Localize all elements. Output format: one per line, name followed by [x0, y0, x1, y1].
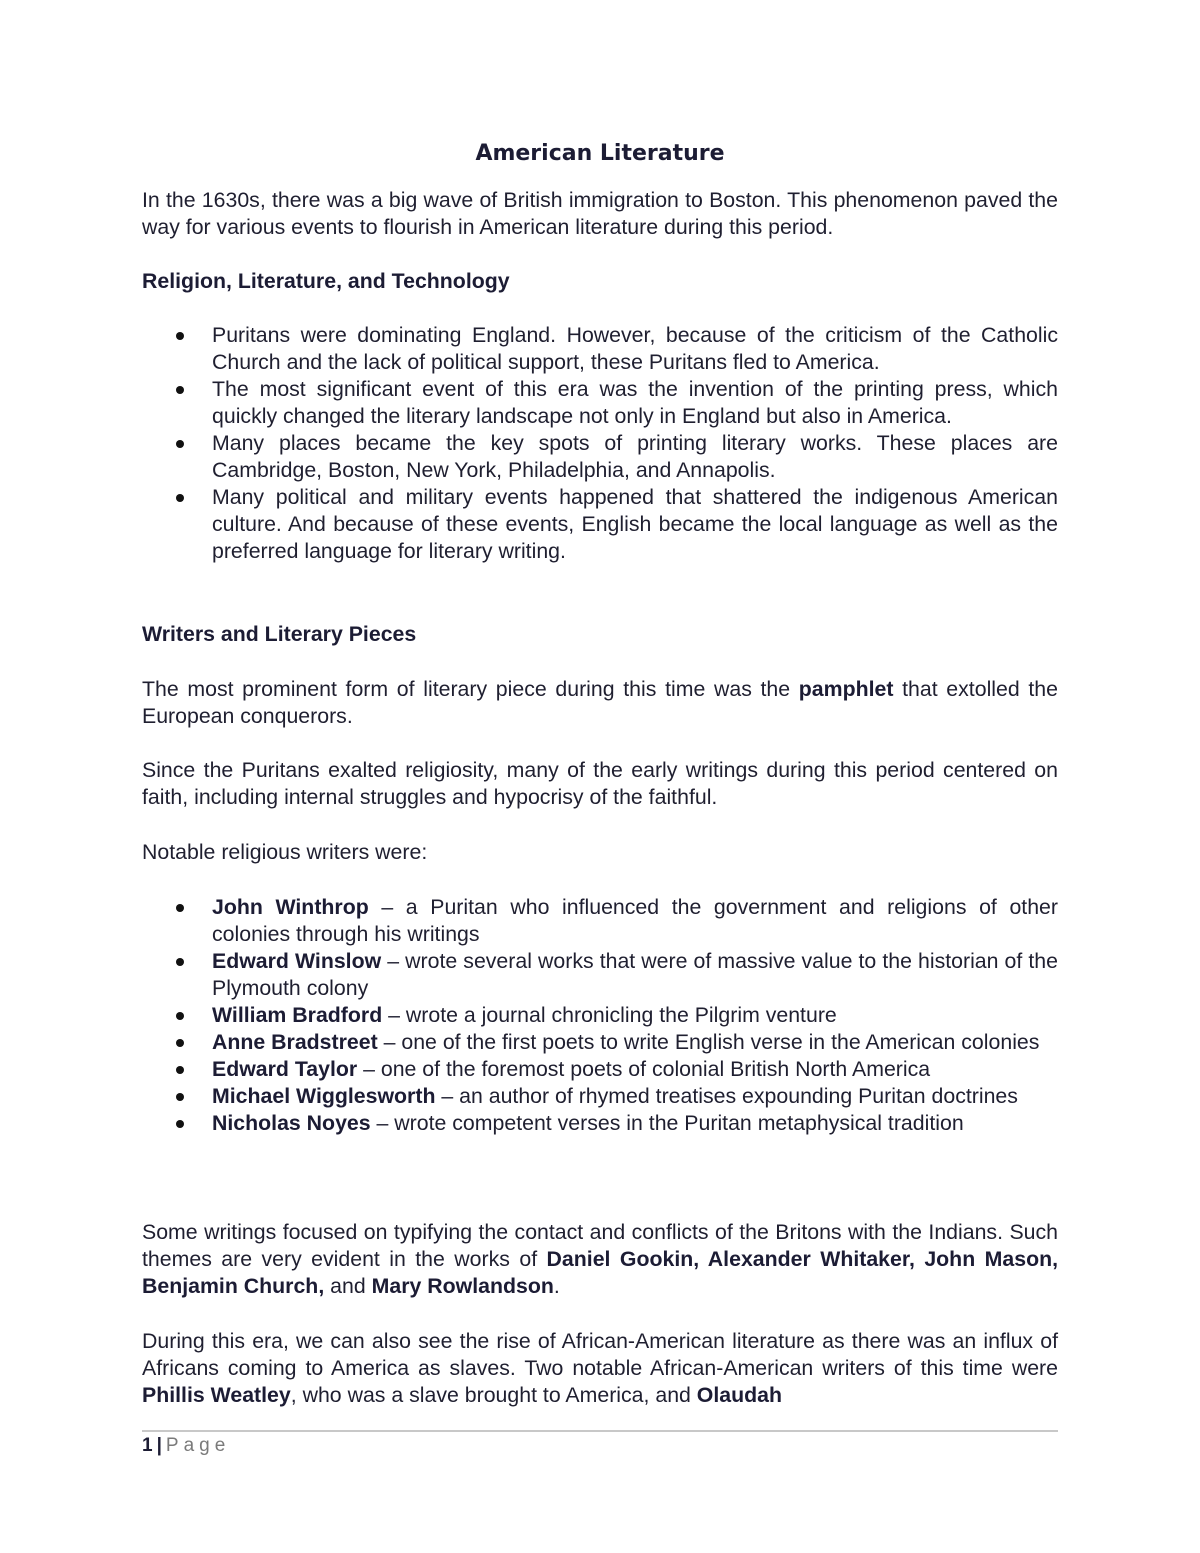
bullet-icon — [176, 494, 184, 502]
list-item: The most significant event of this era was the invention of the printing press, which quickly changed the literary landscape not only in England but also in America. — [142, 376, 1058, 430]
pamphlet-term: pamphlet — [798, 677, 894, 701]
bullet-icon — [176, 1012, 184, 1020]
religion-bullet-list — [142, 322, 1058, 565]
list-item: Many political and military events happened that shattered the indigenous American culture. And because of these events, English became the local language as well as the preferred language for literary writing. — [142, 484, 1058, 565]
footer-separator: | — [156, 1435, 162, 1456]
page-title: American Literature — [475, 141, 725, 166]
page-label: Page — [165, 1435, 231, 1456]
list-item: John Winthrop – a Puritan who influenced the government and religions of other colonies through his writings — [142, 894, 1058, 948]
religiosity-paragraph: Since the Puritans exalted religiosity, many of the early writings during this period centered on faith, including internal struggles and hypocrisy of the faithful. — [142, 758, 1058, 809]
writers-bullet-list — [142, 894, 1058, 1137]
bullet-icon — [176, 1120, 184, 1128]
document-page — [142, 0, 1058, 1553]
notable-writers-intro: Notable religious writers were: — [142, 840, 428, 864]
bullet-icon — [176, 440, 184, 448]
section-heading-religion: Religion, Literature, and Technology — [142, 269, 510, 293]
pamphlet-paragraph: The most prominent form of literary piece during this time was the pamphlet that extolled the European conquerors. — [142, 677, 1058, 728]
section-heading-writers: Writers and Literary Pieces — [142, 622, 417, 646]
list-item: Puritans were dominating England. However, because of the criticism of the Catholic Church and the lack of political support, these Puritans fled to America. — [142, 322, 1058, 376]
page-footer — [142, 1433, 230, 1459]
list-item: Edward Taylor – one of the foremost poets of colonial British North America — [142, 1056, 1058, 1083]
bullet-icon — [176, 332, 184, 340]
conflicts-paragraph: Some writings focused on typifying the contact and conflicts of the Britons with the Indians. Such themes are very evident in the works of Daniel Gookin, Alexander Whitaker, John Mason, Benjamin Church, and Mary Rowlandson. — [142, 1220, 1058, 1298]
bullet-icon — [176, 1039, 184, 1047]
african-american-paragraph: During this era, we can also see the rise of African-American literature as there was an influx of Africans coming to America as slaves. Two notable African-American writers of this time were Phillis Weatley, who was a slave brought to America, and Olaudah — [142, 1329, 1058, 1407]
intro-paragraph: In the 1630s, there was a big wave of British immigration to Boston. This phenomenon paved the way for various events to flourish in American literature during this period. — [142, 188, 1058, 239]
bullet-icon — [176, 1093, 184, 1101]
bullet-icon — [176, 958, 184, 966]
footer-divider — [142, 1430, 1058, 1432]
bullet-icon — [176, 904, 184, 912]
list-item: William Bradford – wrote a journal chronicling the Pilgrim venture — [142, 1002, 1058, 1029]
list-item: Michael Wigglesworth – an author of rhymed treatises expounding Puritan doctrines — [142, 1083, 1058, 1110]
list-item: Edward Winslow – wrote several works that were of massive value to the historian of the Plymouth colony — [142, 948, 1058, 1002]
bullet-icon — [176, 386, 184, 394]
list-item: Many places became the key spots of printing literary works. These places are Cambridge, Boston, New York, Philadelphia, and Annapolis. — [142, 430, 1058, 484]
bullet-icon — [176, 1066, 184, 1074]
list-item: Anne Bradstreet – one of the first poets to write English verse in the American colonies — [142, 1029, 1058, 1056]
page-number: 1 — [142, 1435, 153, 1456]
list-item: Nicholas Noyes – wrote competent verses in the Puritan metaphysical tradition — [142, 1110, 1058, 1137]
